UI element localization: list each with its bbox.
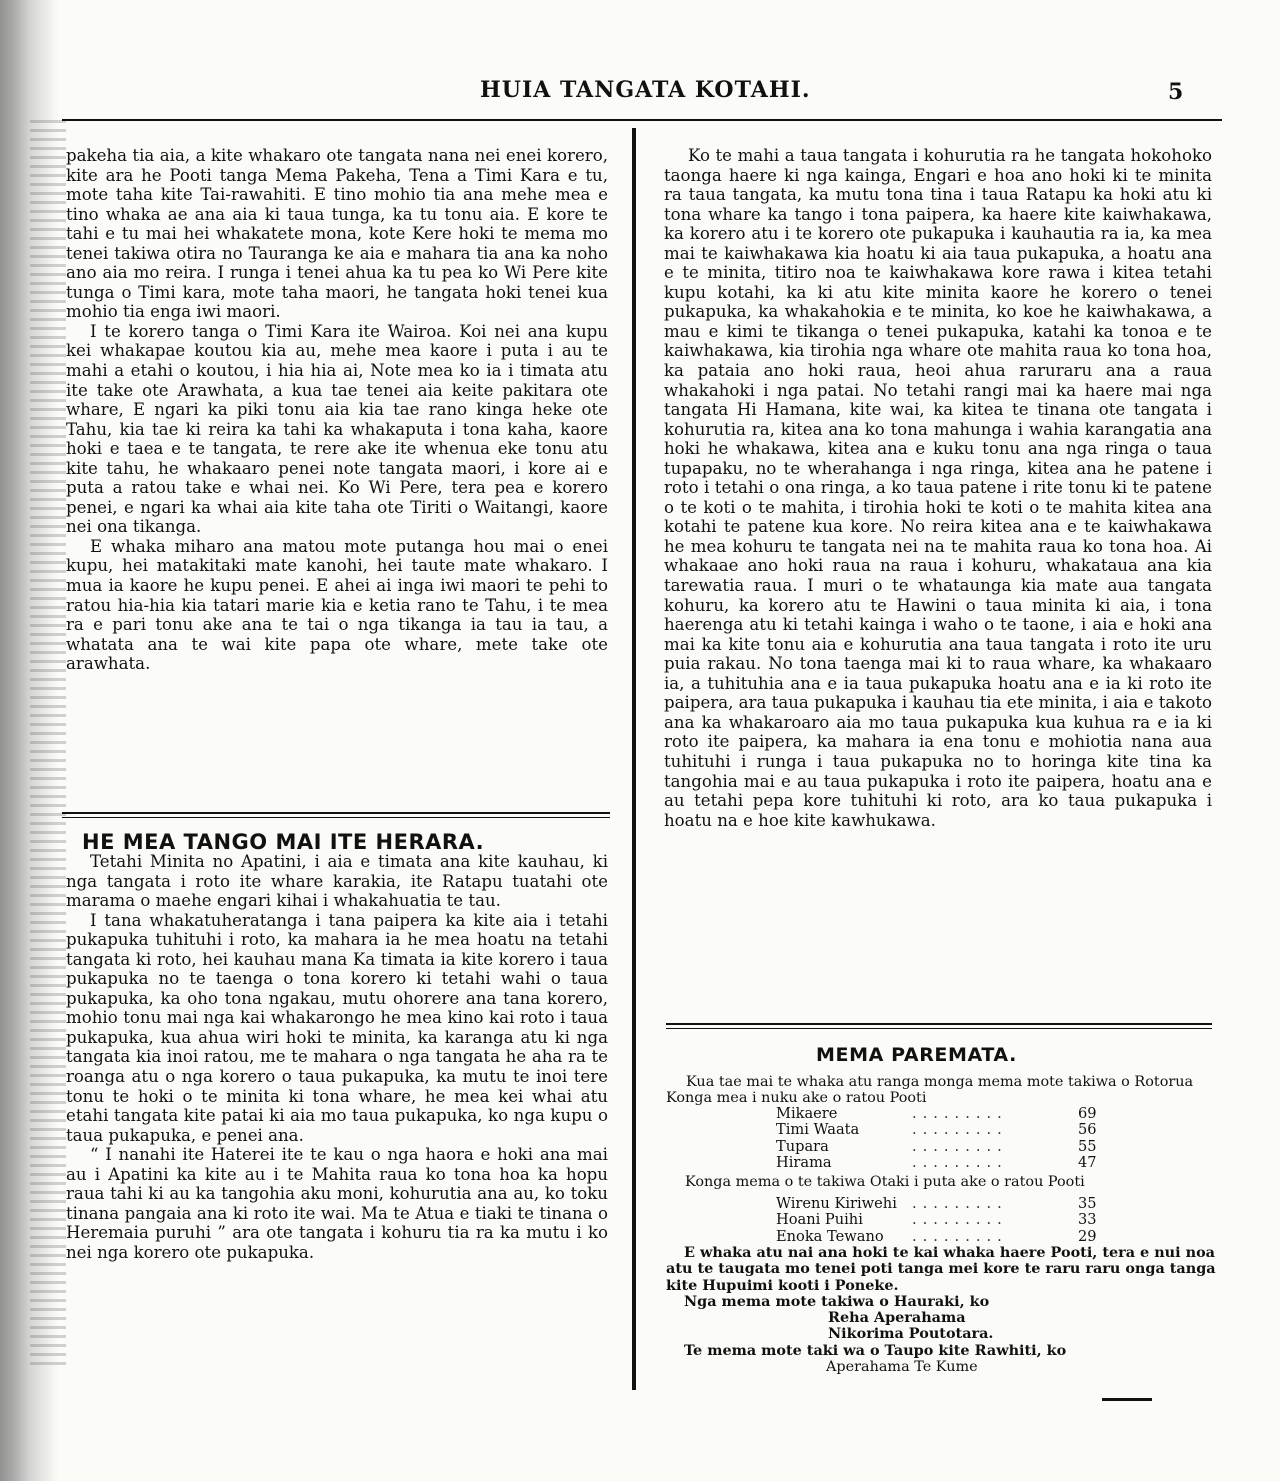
- mema-intro: [666, 1074, 1216, 1107]
- paragraph: Ko te mahi a taua tangata i kohurutia ra he tangata hokohoko taonga haere ki nga kainga, Engari e hoa ano hoki ki te minita ra taua tangata, ka mutu tona tina i taua Ratapu ka hoki atu ki tona whare ka tango i tona paipera, ka haere kite kaiwhakawa, ka korero atu i te korero ote pukapuka i kauhautia ra ia, ka mea mai te kaiwhakawa kia hoatu ki aia taua pukapuka, a hoatu ana e te minita, titiro noa te kaiwhakawa kore rawa i kitea tetahi kupu kotahi, ka ki atu kite minita kaore he korero o tenei pukapuka, ka whakahokia e te minita, ko koe he kaiwhakawa, a mau e kimi te tikanga o tenei pukapuka, katahi ka tonoa e te kaiwhakawa, kia tirohia nga whare ote mahita raua ko tona hoa, ka pataia ano hoki raua, heoi ahua raruraru ana a raua whakahoki i nga patai. No tetahi rangi mai ka haere mai nga tangata Hi Hamana, kite wai, ka kitea te tinana ote tangata i kohurutia ra, kitea ana ko tona mahunga i wahia karangatia ana hoki he whakawa, kitea ana e kuku tonu ana nga ringa o taua tupapaku, no te wherahanga i nga ringa, kitea ana he patene i roto i tetahi o ona ringa, a ko taua patene i rite tonu ki te patene o te koti o te mahita, i tirohia hoki te koti o te mahita kitea ana kotahi te patene kua kore. No reira kitea ana e te kaiwhakawa he mea kohuru te tangata nei na te mahita raua ko tona hoa. Ai whakaae ano hoki raua na raua i kohuru, whakatauа ana kia tarewatia raua. I muri o te whataunga kia mate aua tangata kohuru, ka korero atu te Hawini o taua minita ki aia, i tona haerenga atu ki tetahi kainga i waho o te taone, i aia e hoki ana mai ka kite tonu aia e kohurutia ana taua tangata i roto ite uru puia rakau. No tona taenga mai ki to raua whare, ka whakaaro ia, a tuhituhia ana e ia taua pukapuka hoatu ana e ia ki roto ite paipera, ara taua pukapuka i kauhau tia ete minita, i aia e takoto ana ka whakaroaro aia mo taua pukapuka kua kuhua ra e ia ki roto ite paipera, ka mahara ia ena tonu e mohiotia nana aua tuhituhi i runga i taua pukapuka no to horinga kite tina ka tangohia mai e au taua pukapuka i roto ite paipera, hoatu ana e au tetahi pepa kore tuhituhi ki roto, ara ko taua pukapuka i hoatu na e hoe kite kawhukawa.: [664, 146, 1212, 830]
- vote-count: 35: [1078, 1195, 1097, 1212]
- candidate-name: Hirama: [776, 1153, 832, 1171]
- result-row: Enoka Tewano ......... 29: [776, 1229, 1106, 1245]
- paragraph: I tana whakatuheratanga i tana paipera ka kite aia i tetahi pukapuka tuhituhi i roto, ka mahara ia he mea hoatu na tetahi tangata ki roto, hei kauhau mana Ka timata ia kite korero i taua pukapuka no te taenga o tona korero ki tetahi wahi o taua pukapuka, ka oho tona ngakau, mutu ohorere ana tana korero, mohio tonu mai nga kai whakarongo he mea kino kai roto i taua pukapuka, kua ahua wiri hoki te minita, ka karanga atu ki nga tangata kia inoi ratou, me te mahara o nga tangata he aha ra te roanga atu o nga korero o taua pukapuka, ka mutu te inoi tere tonu te hoki o te minita ki tona whare, he mea kei whai atu etahi tangata kite patai ki aia mo taua pukapuka, ko nga kupu o taua pukapuka, e penei ana.: [66, 910, 608, 1145]
- otaki-intro-text: Konga mema o te takiwa Otaki i puta ake o ratou Pooti: [685, 1174, 1085, 1190]
- mema-intro-text: Kua tae mai te whaka atu ranga monga mema mote takiwa o Rotorua Konga mea i nuku ake o ratou Pooti: [666, 1074, 1194, 1107]
- tail-text: E whaka atu nai ana hoki te kai whaka haere Pooti, tera e nui noa atu te taugata mo tenei poti tanga mei kore te raru raru onga tanga kite Hupuimi kooti i Poneke.: [666, 1244, 1216, 1294]
- hauraki-name: Nikorima Poutotara.: [828, 1325, 994, 1343]
- candidate-name: Timi Waata: [776, 1121, 860, 1139]
- candidate-name: Mikaere: [776, 1105, 838, 1122]
- taupo-line: Te mema mote taki wa o Taupo kite Rawhiti, ko: [684, 1341, 1067, 1359]
- paragraph: E whaka miharo ana matou mote putanga hou mai o enei kupu, hei matakitaki mate kanohi, hei taute mate whakaro. I mua ia kaore he kupu penei. E ahei ai inga iwi maori te pehi to ratou hia-hia kia tatari marie kia e ketia rano te Tahu, i te mea ra e pari tonu ake ana te tai o nga tikanga ia tau ia tau, a whatata ana te wai kite papa ote whare, mete take ote arawhata.: [66, 536, 608, 674]
- section-header-block: [62, 812, 610, 854]
- otaki-intro: [685, 1174, 1205, 1190]
- taupo-name: Aperahama Te Kume: [826, 1359, 978, 1376]
- result-row: Timi Waata ......... 56: [776, 1122, 1106, 1138]
- candidate-name: Wirenu Kiriwehi: [776, 1195, 897, 1212]
- mema-heading: MEMA PAREMATA.: [816, 1044, 1017, 1066]
- paragraph: Tetahi Minita no Apatini, i aia e timata ana kite kauhau, ki nga tangata i roto ite whare karakia, ite Ratapu tuatahi ote marama o maehe engari kihai i whakahuatia te tau.: [66, 852, 608, 911]
- results-list-otaki: [776, 1196, 1106, 1245]
- vote-count: 55: [1078, 1137, 1097, 1155]
- end-mark: [1102, 1398, 1152, 1401]
- vote-count: 56: [1078, 1121, 1097, 1139]
- candidate-name: Enoka Tewano: [776, 1227, 884, 1245]
- header-rule: [62, 119, 1222, 121]
- page-title: HUIA TANGATA KOTAHI.: [480, 77, 811, 103]
- result-row: Hoani Puihi ......... 33: [776, 1212, 1106, 1228]
- page-number: 5: [1168, 79, 1184, 105]
- vote-count: 29: [1078, 1227, 1097, 1245]
- vote-count: 33: [1078, 1211, 1097, 1229]
- mema-tail: [666, 1245, 1216, 1375]
- hauraki-line: Nga mema mote takiwa o Hauraki, ko: [684, 1292, 990, 1310]
- result-row: Tupara ......... 55: [776, 1139, 1106, 1155]
- column-divider: [632, 128, 636, 1390]
- left-column: [66, 146, 608, 674]
- section-rule: [62, 812, 610, 818]
- candidate-name: Tupara: [776, 1137, 829, 1155]
- paragraph: pakeha tia aia, a kite whakaro ote tangata nana nei enei korero, kite ara he Pooti tanga Mema Pakeha, Tena a Timi Kara e tu, mote taha kite Tai-rawahiti. E tino mohio tia ana mehe mea e tino whaka ae ana aia ki taua tunga, ka tu tonu aia. E kore te tahi e tu mai hei whakatete mona, kote Kere hoki te mema mo tenei takiwa otira no Tauranga ke aia e mahara tia ana ka noho ano aia mo reira. I runga i tenei ahua ka tu pea ko Wi Pere kite tunga o Timi kara, mote taha maori, he tangata hoki tenei kua mohio tia enga iwi maori.: [66, 146, 608, 322]
- result-row: Mikaere ......... 69: [776, 1106, 1106, 1122]
- right-column: [664, 146, 1212, 830]
- result-row: Wirenu Kiriwehi ......... 35: [776, 1196, 1106, 1212]
- paragraph: I te korero tanga o Timi Kara ite Wairoa. Koi nei ana kupu kei whakapae koutou kia au, mehe mea kaore i puta i au te mahi a etahi o koutou, i hia hia ai, Note mea ko ia i timata atu ite take ote Arawhata, a kua tae tenei aia keite pakitara ote whare, E ngari ka piki tonu aia kia tae rano kinga heke ote Tahu, kia tae ki reira ka tahi ka whakaputa i tona kaha, kaore hoki e taea e te tangata, te rere ake ite whenua eke tonu atu kite tahu, he whakaaro penei note tangata maori, i kore ai e puta a ratou take e whai nei. Ko Wi Pere, tera pea e korero penei, e ngari ka whai aia kite taha ote Tiriti o Waitangi, kaore nei ona tikanga.: [66, 321, 608, 537]
- results-list-rotorua: [776, 1106, 1106, 1171]
- result-row: Hirama ......... 47: [776, 1155, 1106, 1171]
- scan-edge-texture: [30, 120, 66, 1370]
- vote-count: 47: [1078, 1153, 1097, 1171]
- vote-count: 69: [1078, 1105, 1097, 1122]
- section-body: [66, 852, 608, 1262]
- mema-rule: [666, 1023, 1212, 1029]
- hauraki-name: Reha Aperahama: [828, 1309, 966, 1327]
- section-heading: HE MEA TANGO MAI ITE HERARA.: [82, 830, 485, 854]
- paragraph: “ I nanahi ite Haterei ite te kau o nga haora e hoki ana mai au i Apatini ka kite au i te Mahita raua ko tona hoa ka hopu raua tahi ki au ka tangohia aku moni, kohurutia ana au, ko toku tinana pangaia ana ki roto ite wai. Ma te Atua e tiaki te tinana o Heremaia puruhi ” ara ote tangata i kohuru tia ra ka mutu i ko nei nga korero ote pukapuka.: [66, 1145, 608, 1262]
- candidate-name: Hoani Puihi: [776, 1211, 863, 1229]
